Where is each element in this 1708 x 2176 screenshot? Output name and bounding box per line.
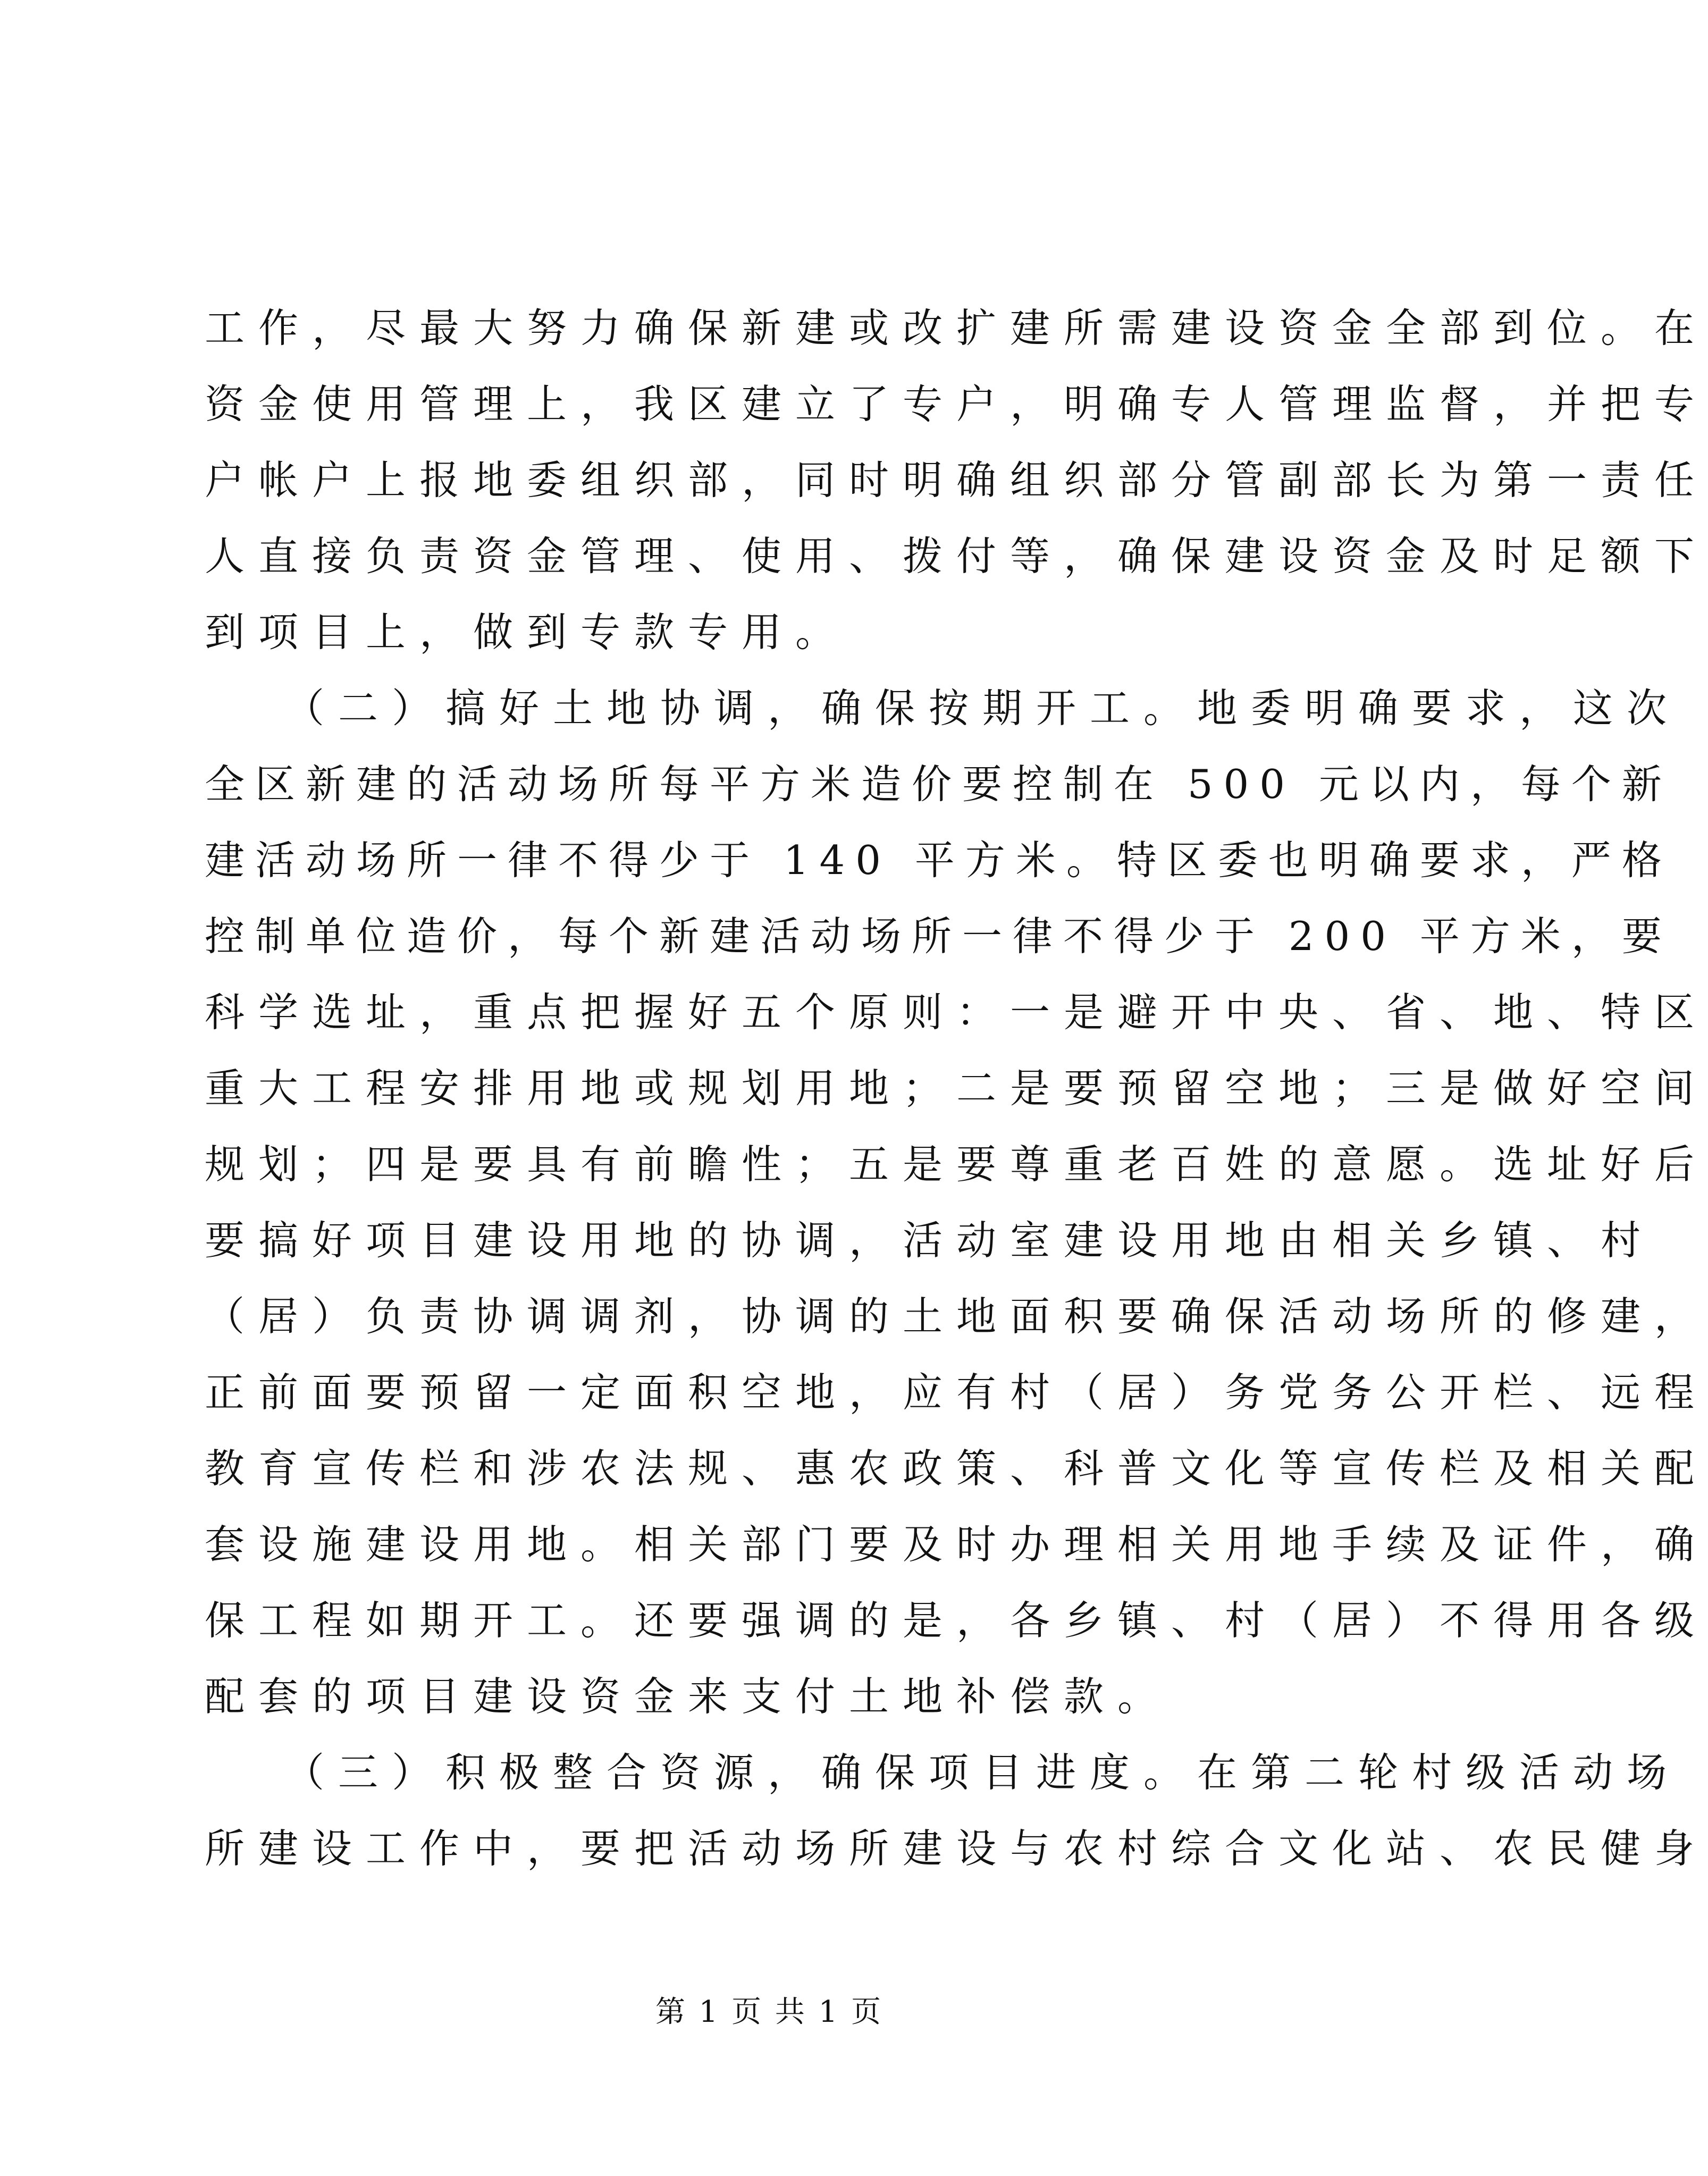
text-line: （居）负责协调调剂，协调的土地面积要确保活动场所的修建，: [205, 1293, 1708, 1340]
text-line: 所建设工作中，要把活动场所建设与农村综合文化站、农民健身: [205, 1825, 1708, 1872]
text-line: 规划；四是要具有前瞻性；五是要尊重老百姓的意愿。选址好后: [205, 1141, 1708, 1188]
text-line: 重大工程安排用地或规划用地；二是要预留空地；三是做好空间: [205, 1065, 1708, 1112]
text-line: 配套的项目建设资金来支付土地补偿款。: [205, 1673, 1172, 1720]
text-line: 控制单位造价，每个新建活动场所一律不得少于 200 平方米，要: [205, 913, 1672, 960]
text-line: 全区新建的活动场所每平方米造价要控制在 500 元以内，每个新: [205, 761, 1672, 808]
paragraph-first-line: （二）搞好土地协调，确保按期开工。地委明确要求，这次: [284, 685, 1681, 732]
text-line: 科学选址，重点把握好五个原则：一是避开中央、省、地、特区: [205, 989, 1708, 1036]
document-body: [205, 290, 1708, 1887]
text-line: 保工程如期开工。还要强调的是，各乡镇、村（居）不得用各级: [205, 1597, 1708, 1644]
text-line: 人直接负责资金管理、使用、拨付等，确保建设资金及时足额下: [205, 533, 1708, 579]
text-line: 到项目上，做到专款专用。: [205, 609, 849, 656]
text-line: 要搞好项目建设用地的协调，活动室建设用地由相关乡镇、村: [205, 1217, 1655, 1264]
text-line: 户帐户上报地委组织部，同时明确组织部分管副部长为第一责任: [205, 457, 1708, 503]
text-line: 建活动场所一律不得少于 140 平方米。特区委也明确要求，严格: [205, 837, 1672, 884]
text-line: 套设施建设用地。相关部门要及时办理相关用地手续及证件，确: [205, 1521, 1708, 1568]
paragraph-first-line: （三）积极整合资源，确保项目进度。在第二轮村级活动场: [284, 1749, 1681, 1796]
text-line: 资金使用管理上，我区建立了专户，明确专人管理监督，并把专: [205, 381, 1708, 427]
text-line: 工作，尽最大努力确保新建或改扩建所需建设资金全部到位。在: [205, 305, 1708, 351]
page-footer: 第 1 页 共 1 页: [655, 1995, 884, 2029]
text-line: 正前面要预留一定面积空地，应有村（居）务党务公开栏、远程: [205, 1369, 1708, 1416]
text-line: 教育宣传栏和涉农法规、惠农政策、科普文化等宣传栏及相关配: [205, 1445, 1708, 1492]
